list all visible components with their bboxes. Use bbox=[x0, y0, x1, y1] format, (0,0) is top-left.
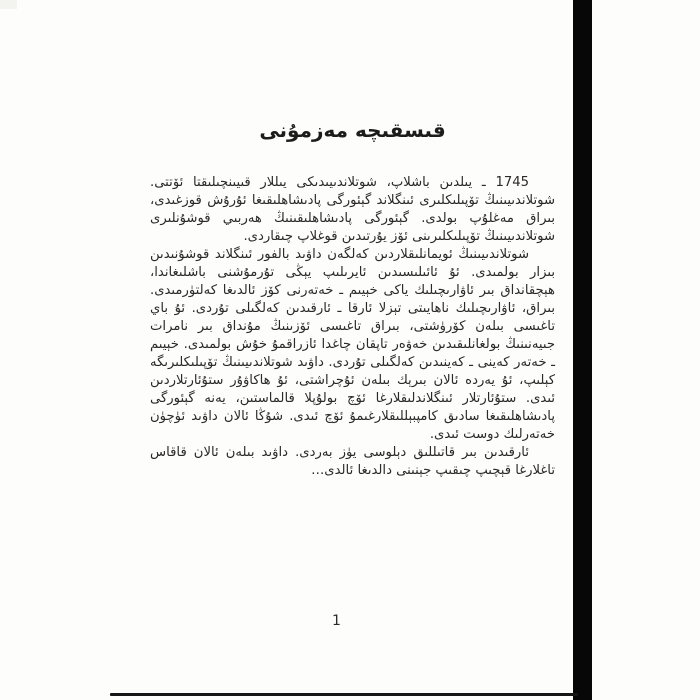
scan-edge-vertical-bar bbox=[573, 0, 592, 700]
summary-paragraph: 1745 ـ يىلدىن باشلاپ، شوتلاندىيىدىكى يىللار قىيىنچىلىقتا ئۆتتى. شوتلاندىيىنىڭ تۆپىلىكلىرى ئىنگلاند گېئورگى پادىشاھلىقىغا ئۇرۇش قوزغىدى، بىراق مەغلۇپ بولدى. گېئورگى پادىشاھلىقىنىڭ ھەربىي قوشۇنلىرى شوتلاندىيىنىڭ تۆپىلىكلىرىنى ئۆز يۇرتىدىن قوغلاپ چىقاردى. bbox=[150, 175, 555, 244]
summary-text bbox=[150, 174, 555, 480]
scan-corner-artifact bbox=[0, 0, 17, 9]
page-title: قىسقىچە مەزمۇنى bbox=[259, 118, 446, 142]
summary-paragraph: ئارقىدىن بىر قاتىللىق دېلوسى يۈز بەردى. داۋىد بىلەن ئالان قاقاس تاغلارغا قېچىپ چىقىپ جېنىنى دالدىغا ئالدى… bbox=[150, 445, 555, 478]
page-number: 1 bbox=[332, 613, 341, 629]
scan-edge-bottom-line bbox=[110, 693, 578, 696]
summary-paragraph: شوتلاندىيىنىڭ ئويمانلىقلاردىن كەلگەن داۋىد بالفور ئىنگلاند قوشۇنىدىن بىزار بولمىدى. ئۇ ئائىلىسىدىن ئايرىلىپ يېڭى تۇرمۇشنى باشلىغاندا، ھېچقانداق بىر ئاۋارىچىلىك ياكى خېيىم ـ خەتەرنى كۆز ئالدىغا كەلتۈرمىدى. بىراق، ئاۋارىچىلىك ناھايىتى تېزلا ئارقا ـ ئارقىدىن كەلگىلى تۇردى. ئۇ باي تاغىسى بىلەن كۆرۈشتى، بىراق تاغىسى ئۆزىنىڭ مۇنداق بىر نامرات جىيەنىنىڭ بولغانلىقىدىن خەۋەر تاپقان چاغدا ئازراقمۇ خۇش بولمىدى. خېيىم ـ خەتەر كەينى ـ كەينىدىن كەلگىلى تۇردى. داۋىد شوتلاندىيىنىڭ تۆپىلىكلىرىگە كېلىپ، ئۇ يەردە ئالان بىرېك بىلەن ئۇچراشتى، ئۇ ھاكاۋۇر ستۇئارتلاردىن ئىدى. ستۇئارتلار ئىنگلاندلىقلارغا ئۆچ بولۇپلا قالماستىن، يەنە گېئورگى پادىشاھلىقىغا سادىق كامپبېللىقلارغىمۇ ئۆچ ئىدى. شۇڭا ئالان داۋىد ئۈچۈن خەتەرلىك دوست ئىدى. bbox=[150, 247, 555, 442]
